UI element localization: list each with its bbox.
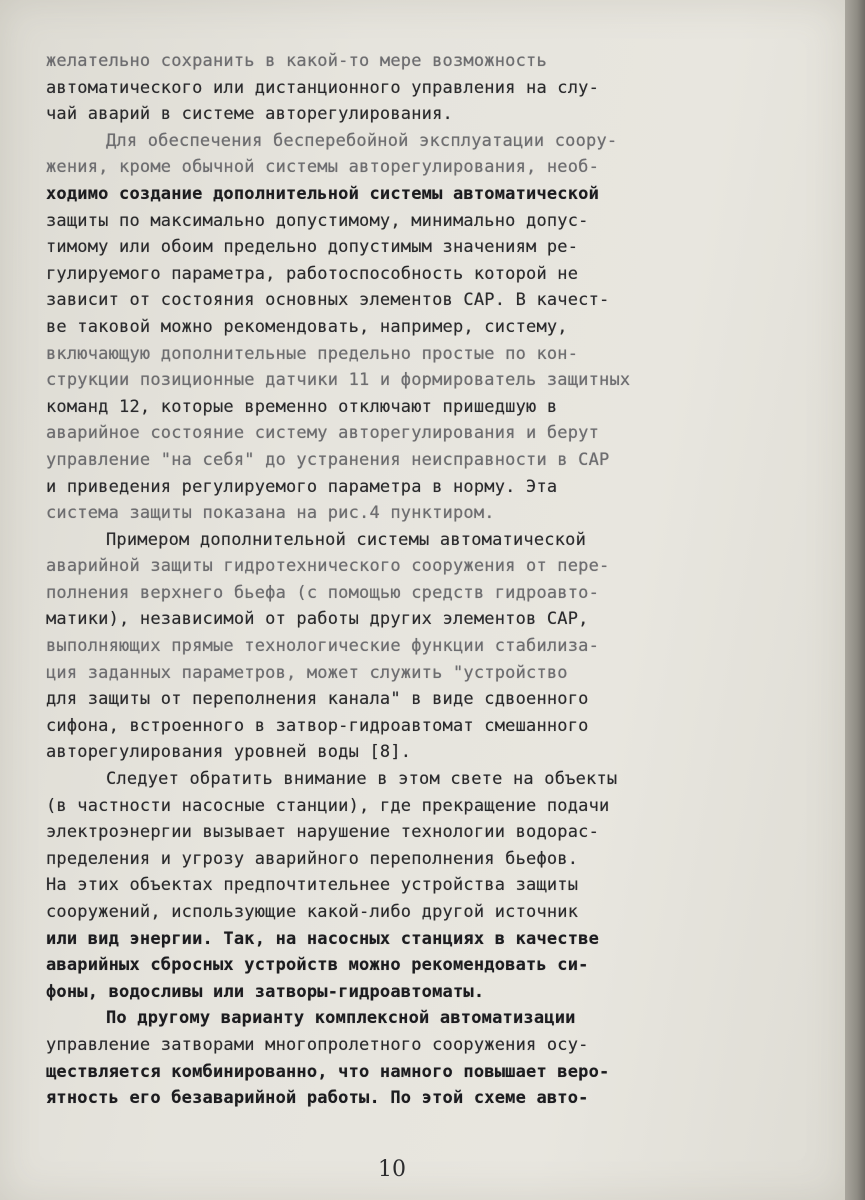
- text-line: система защиты показана на рис.4 пунктиром.: [46, 503, 495, 524]
- text-line: защиты по максимально допустимому, минимально допус-: [46, 210, 589, 231]
- text-line: Для обеспечения бесперебойной эксплуатации соору-: [106, 130, 618, 151]
- text-line: На этих объектах предпочтительнее устройства защиты: [46, 875, 579, 896]
- paragraph-4: [46, 766, 766, 872]
- text-line: для защиты от переполнения канала" в виде сдвоенного: [46, 689, 589, 710]
- body-text: [46, 48, 766, 1112]
- text-line: управление затворами многопролетного сооружения осу-: [46, 1034, 589, 1055]
- text-line: фоны, водосливы или затворы-гидроавтоматы.: [46, 981, 485, 1002]
- text-line: полнения верхнего бьефа (с помощью средств гидроавто-: [46, 582, 600, 603]
- text-line: Примером дополнительной системы автоматической: [106, 529, 587, 550]
- text-line: аварийное состояние систему авторегулирования и берут: [46, 423, 600, 444]
- text-line: электроэнергии вызывает нарушение технологии водорас-: [46, 822, 600, 843]
- paragraph-2: [46, 128, 766, 527]
- text-line: пределения и угрозу аварийного переполнения бьефов.: [46, 848, 579, 869]
- text-line: струкции позиционные датчики 11 и формирователь защитных: [46, 370, 631, 391]
- page-edge: [845, 0, 865, 1200]
- text-line: и приведения регулируемого параметра в норму. Эта: [46, 476, 558, 497]
- text-line: ве таковой можно рекомендовать, например, систему,: [46, 316, 568, 337]
- text-line: сифона, встроенного в затвор-гидроавтомат смешанного: [46, 715, 589, 736]
- text-line: команд 12, которые временно отключают пришедшую в: [46, 396, 558, 417]
- paragraph-6: [46, 1005, 766, 1111]
- text-line: (в частности насосные станции), где прекращение подачи: [46, 795, 610, 816]
- text-line: или вид энергии. Так, на насосных станциях в качестве: [46, 928, 600, 949]
- text-line: ходимо создание дополнительной системы автоматической: [46, 183, 600, 204]
- text-line: тимому или обоим предельно допустимым значениям ре-: [46, 237, 579, 258]
- text-line: По другому варианту комплексной автоматизации: [106, 1008, 576, 1029]
- text-line: ществляется комбинированно, что намного повышает веро-: [46, 1061, 610, 1082]
- text-line: аварийных сбросных устройств можно рекомендовать си-: [46, 955, 589, 976]
- paragraph-5: [46, 872, 766, 1005]
- text-line: желательно сохранить в какой-то мере возможность: [46, 51, 547, 71]
- text-line: авторегулирования уровней воды [8].: [46, 742, 412, 763]
- text-line: жения, кроме обычной системы авторегулирования, необ-: [46, 157, 600, 178]
- text-line: ция заданных параметров, может служить "устройство: [46, 662, 568, 683]
- page-number: 10: [378, 1157, 406, 1182]
- paragraph-1: [46, 48, 766, 128]
- text-line: зависит от состояния основных элементов САР. В качест-: [46, 290, 610, 311]
- text-line: выполняющих прямые технологические функции стабилиза-: [46, 636, 600, 657]
- text-line: матики), независимой от работы других элементов САР,: [46, 609, 589, 630]
- paragraph-3: [46, 527, 766, 766]
- text-line: управление "на себя" до устранения неисправности в САР: [46, 449, 610, 470]
- text-line: аварийной защиты гидротехнического сооружения от пере-: [46, 556, 610, 577]
- text-line: включающую дополнительные предельно простые по кон-: [46, 343, 579, 364]
- text-line: Следует обратить внимание в этом свете на объекты: [106, 769, 618, 790]
- text-line: гулируемого параметра, работоспособность которой не: [46, 263, 579, 284]
- text-line: сооружений, использующие какой-либо другой источник: [46, 902, 579, 922]
- text-line: чай аварий в системе авторегулирования.: [46, 104, 453, 125]
- text-line: автоматического или дистанционного управления на слу-: [46, 77, 600, 98]
- text-line: ятность его безаварийной работы. По этой схеме авто-: [46, 1088, 589, 1109]
